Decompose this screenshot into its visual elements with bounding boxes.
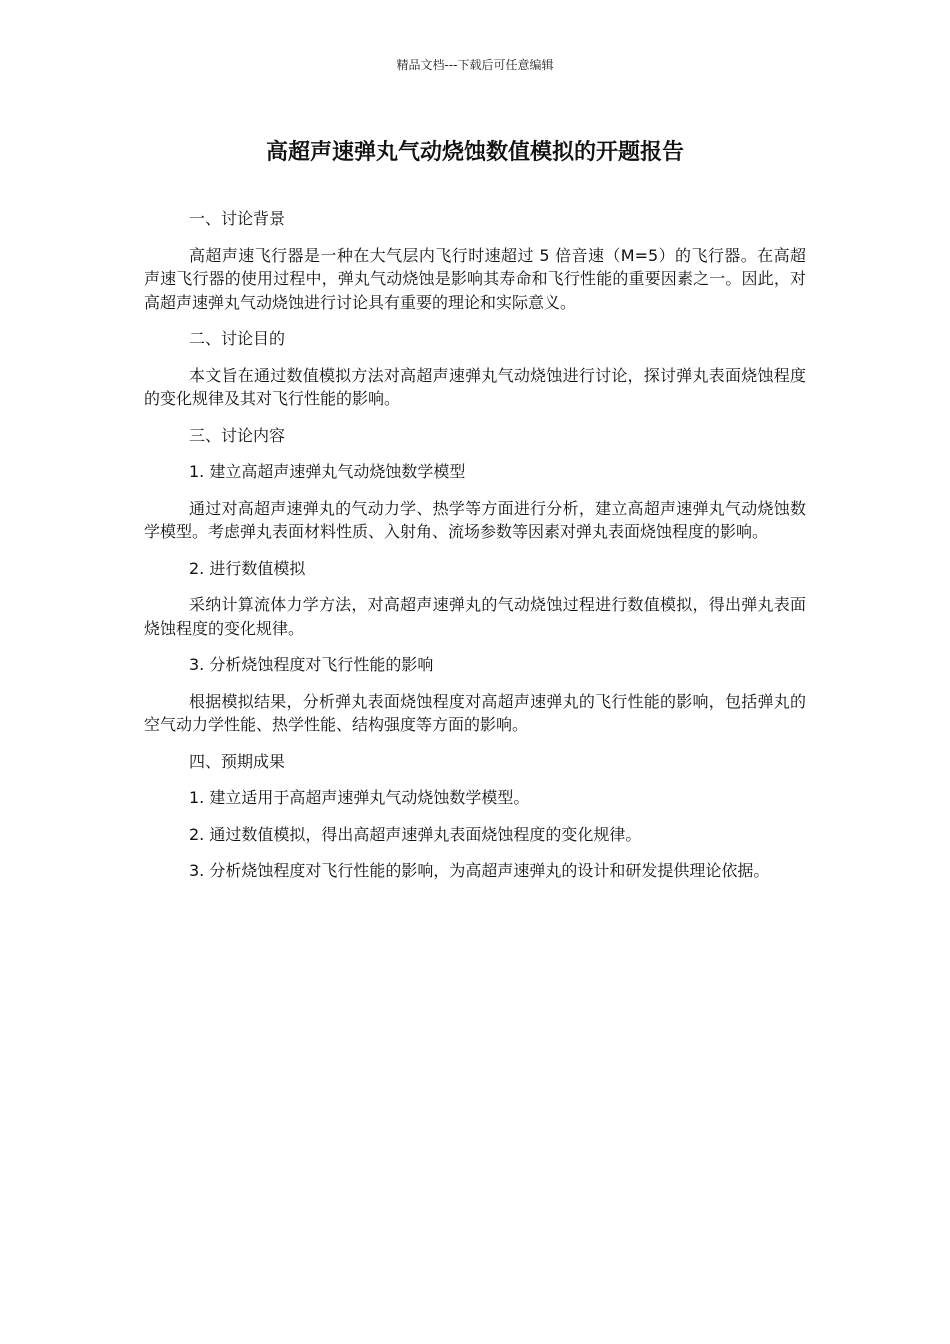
subsection-heading-simulation: 2. 进行数值模拟 [189, 558, 306, 578]
section-heading-purpose: 二、讨论目的 [189, 329, 286, 348]
section-heading-content: 三、讨论内容 [189, 425, 286, 445]
header-note: 精品文档---下载后可任意编辑 [396, 58, 554, 72]
outcome-item: 3. 分析烧蚀程度对飞行性能的影响，为高超声速弹丸的设计和研发提供理论依据。 [189, 861, 770, 880]
document-body [144, 207, 806, 896]
document-title: 高超声速弹丸气动烧蚀数值模拟的开题报告 [265, 140, 684, 165]
outcome-item: 1. 建立适用于高超声速弹丸气动烧蚀数学模型。 [189, 788, 530, 807]
subsection-paragraph-analysis: 根据模拟结果，分析弹丸表面烧蚀程度对高超声速弹丸的飞行性能的影响，包括弹丸的空气动力学性能、热学性能、结构强度等方面的影响。 [144, 691, 806, 734]
background-paragraph: 高超声速飞行器是一种在大气层内飞行时速超过 5 倍音速（M=5）的飞行器。在高超声速飞行器的使用过程中，弹丸气动烧蚀是影响其寿命和飞行性能的重要因素之一。因此，对高超声速弹丸气动烧蚀进行讨论具有重要的理论和实际意义。 [144, 245, 806, 312]
outcome-item: 2. 通过数值模拟，得出高超声速弹丸表面烧蚀程度的变化规律。 [189, 824, 642, 844]
section-heading-outcomes: 四、预期成果 [189, 751, 286, 771]
subsection-heading-model: 1. 建立高超声速弹丸气动烧蚀数学模型 [189, 462, 466, 481]
purpose-paragraph: 本文旨在通过数值模拟方法对高超声速弹丸气动烧蚀进行讨论，探讨弹丸表面烧蚀程度的变化规律及其对飞行性能的影响。 [144, 365, 806, 408]
subsection-paragraph-simulation: 采纳计算流体力学方法，对高超声速弹丸的气动烧蚀过程进行数值模拟，得出弹丸表面烧蚀程度的变化规律。 [144, 595, 806, 638]
section-heading-background: 一、讨论背景 [189, 209, 286, 228]
subsection-paragraph-model: 通过对高超声速弹丸的气动力学、热学等方面进行分析，建立高超声速弹丸气动烧蚀数学模型。考虑弹丸表面材料性质、入射角、流场参数等因素对弹丸表面烧蚀程度的影响。 [144, 498, 806, 541]
subsection-heading-analysis: 3. 分析烧蚀程度对飞行性能的影响 [189, 655, 434, 674]
